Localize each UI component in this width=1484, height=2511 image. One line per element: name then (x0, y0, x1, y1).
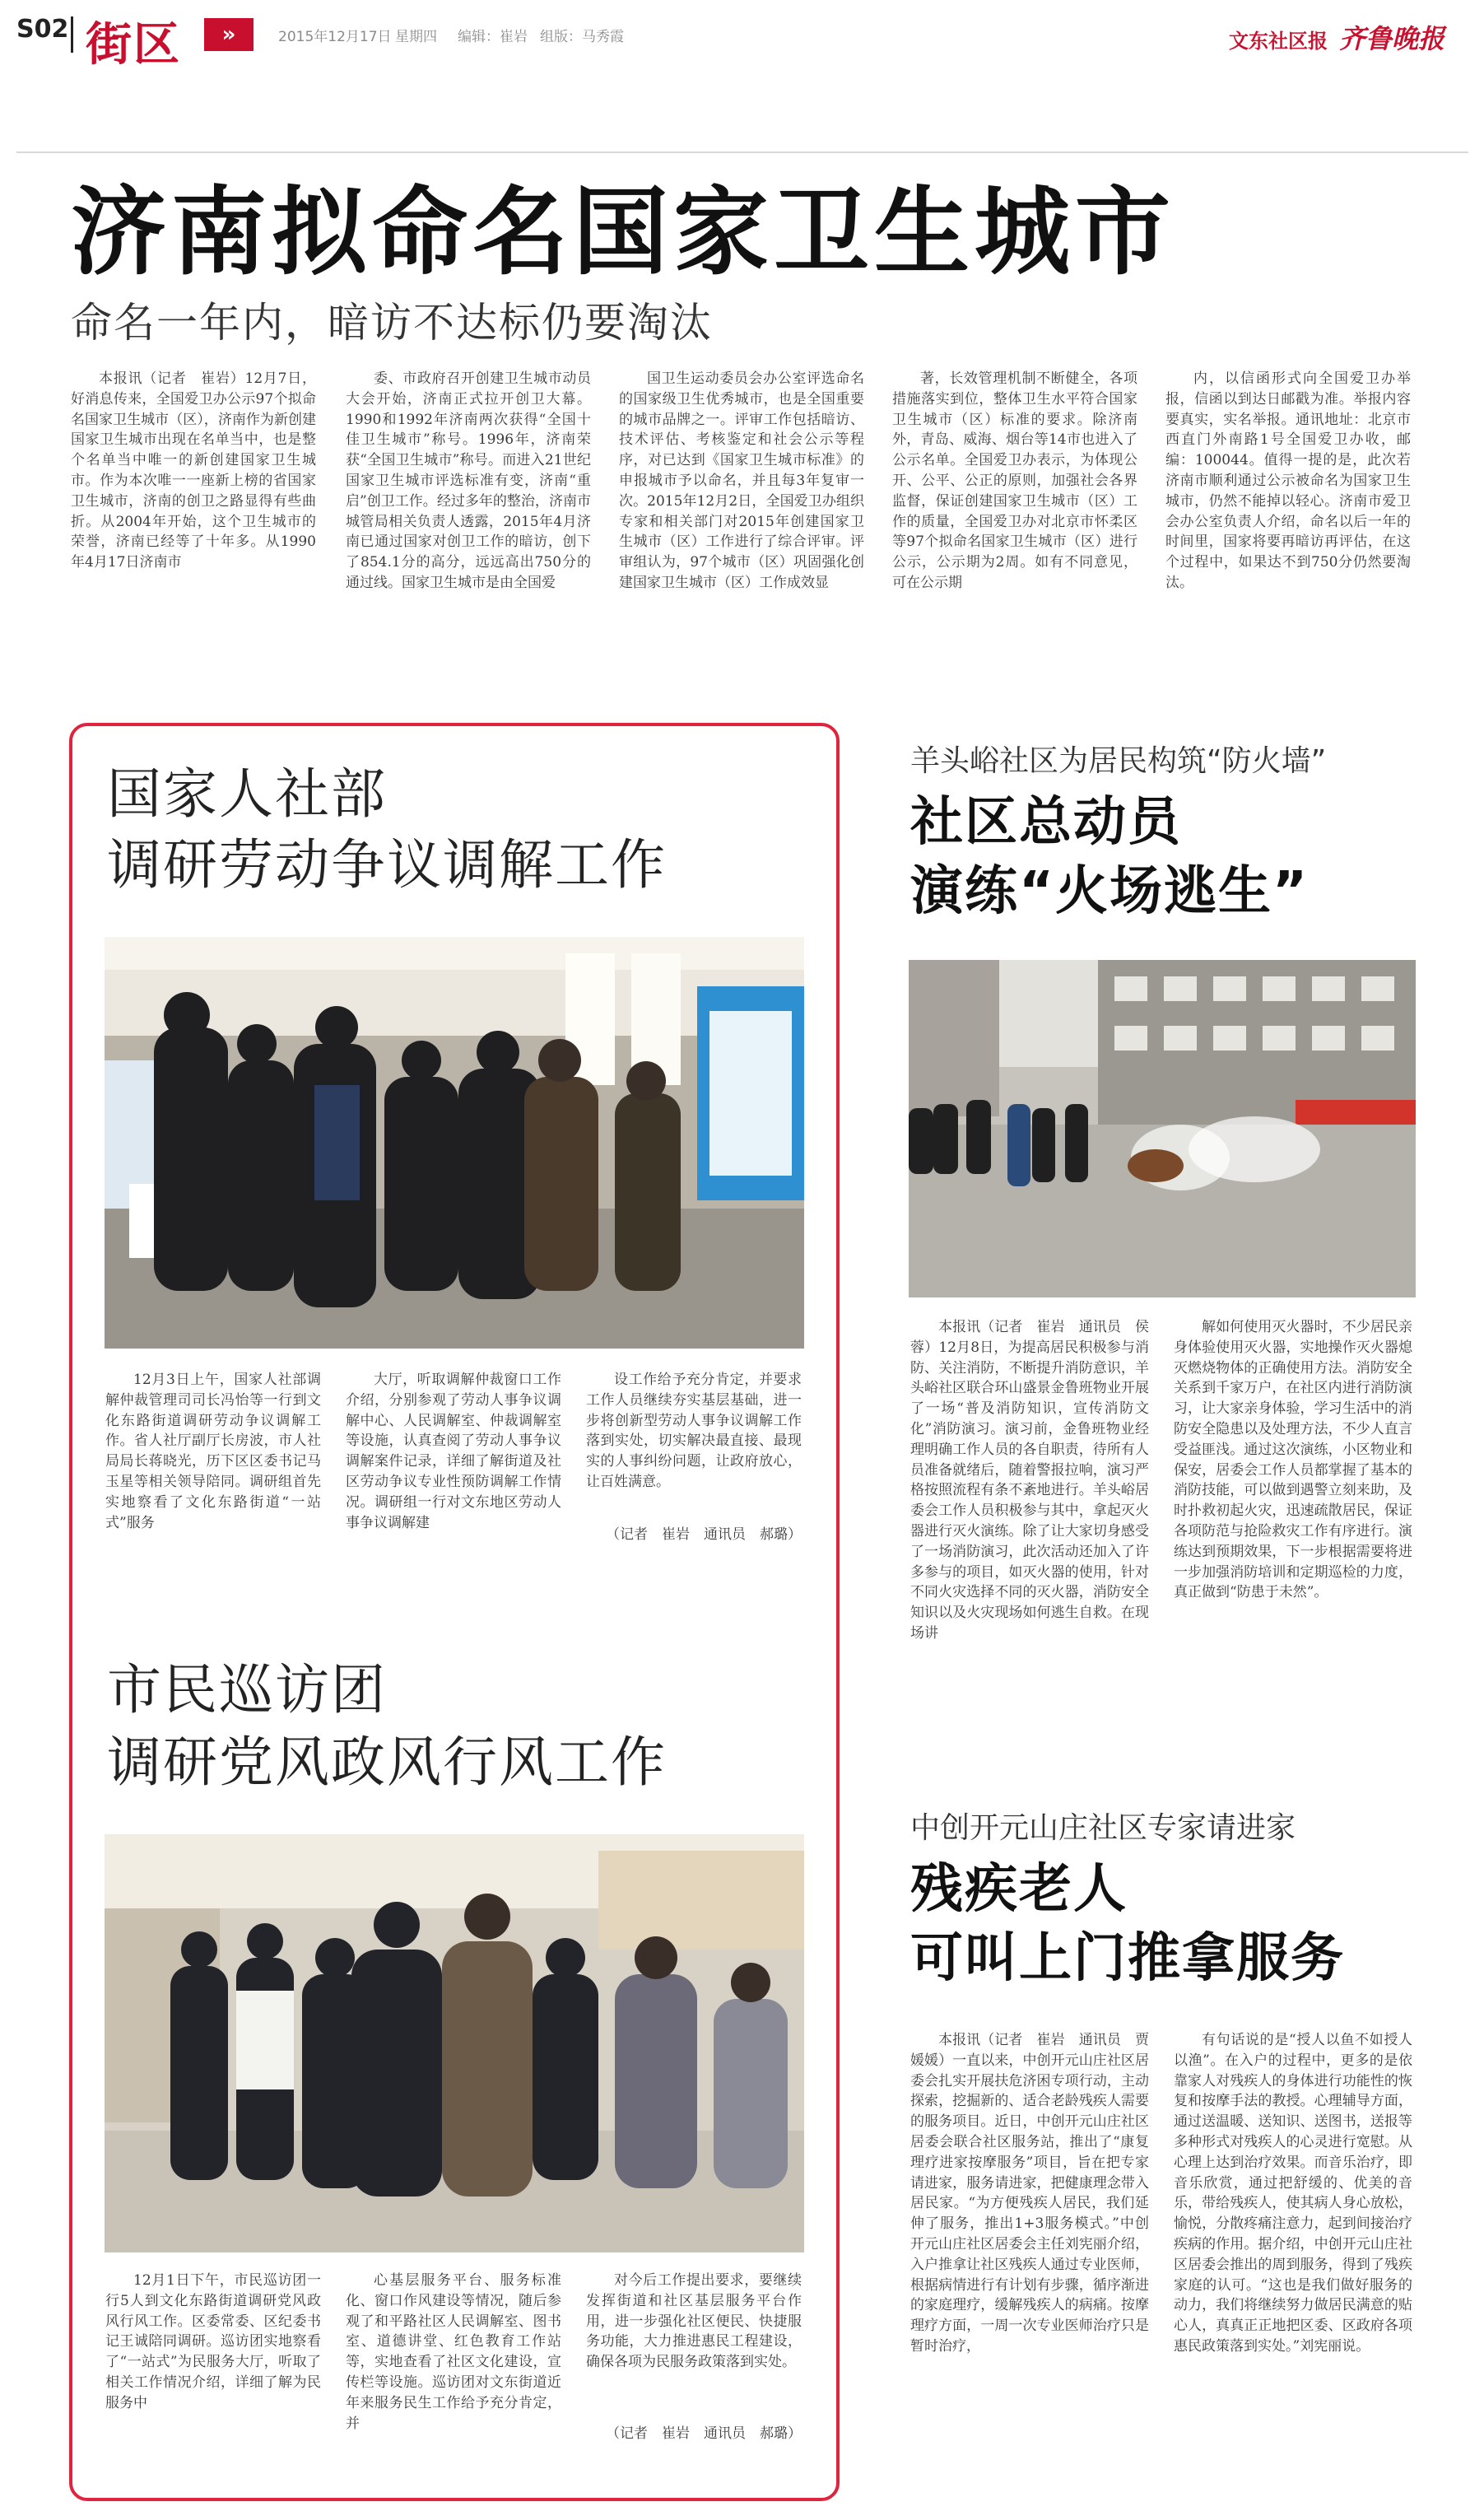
story4-kicker: 中创开元山庄社区专家请进家 (910, 1811, 1296, 1845)
story1-column-3: 设工作给予充分肯定，并要求工作人员继续夯实基层基础，进一步将创新型劳动人事争议调解工作落到实处，切实解决最直接、最现实的人事纠纷问题，让政府放心，让百姓满意。 (586, 1372, 802, 1490)
issue-weekday: 星期四 (395, 29, 437, 45)
story3-title-line2: 演练“火场逃生” (910, 861, 1310, 922)
story2-signature: （记者 崔岩 通讯员 郝璐） (606, 2425, 802, 2442)
issue-date: 2015年12月17日 (278, 29, 392, 45)
layout-credit: 组版：马秀霞 (540, 29, 624, 45)
story3-column-1: 本报讯（记者 崔岩 通讯员 侯蓉）12月8日，为提高居民积极参与消防、关注消防，不断提升消防意识，羊头峪社区联合环山盛景金鲁班物业开展了一场“普及消防知识，宣传消防文化”消防演习。演习前，金鲁班物业经理明确工作人员的各自职责，待所有人员准备就绪后，随着警报拉响，演习严格按照流程有条不紊地进行。羊头峪居委会工作人员积极参与其中，拿起灭火器进行灭火演练。除了让大家切身感受了一场消防演习，此次活动还加入了许多参与的项目，如灭火器的使用，针对不同火灾选择不同的灭火器，消防安全知识以及火灾现场如何逃生自救。在现场讲 (910, 1319, 1149, 1642)
lead-column-3: 国卫生运动委员会办公室评选命名的国家级卫生优秀城市，也是全国重要的城市品牌之一。评审工作包括暗访、技术评估、考核鉴定和社会公示等程序，对已达到《国家卫生城市标准》的申报城市予以命名，并且每3年复审一次。2015年12月2日，全国爱卫办组织专家和相关部门对2015年创建国家卫生城市（区）工作进行了综合评审。评审组认为，97个城市（区）巩固强化创建国家卫生城市（区）工作成效显 (619, 370, 864, 591)
paper-logo: 齐鲁晚报 (1338, 23, 1444, 54)
lead-headline: 济南拟命名国家卫生城市 (71, 177, 1175, 288)
page-number: S02 (16, 15, 69, 44)
lead-column-4: 著，长效管理机制不断健全，各项措施落实到位，整体卫生水平符合国家卫生城市（区）标准的要求。除济南外，青岛、威海、烟台等14市也进入了公示名单。全国爱卫办表示，为体现公开、公平、公正的原则，加强社会各界监督，保证创建国家卫生城市（区）工作的质量，全国爱卫办对北京市怀柔区等97个拟命名国家卫生城市（区）进行公示，公示期为2周。如有不同意见，可在公示期 (892, 370, 1137, 591)
story1-signature: （记者 崔岩 通讯员 郝璐） (606, 1526, 802, 1543)
story1-column-2: 大厅，听取调解仲裁窗口工作介绍，分别参观了劳动人事争议调解中心、人民调解室、仲裁调解室等设施，认真查阅了劳动人事争议调解案件记录，详细了解街道及社区劳动争议专业性预防调解工作情况。调研组一行对文东地区劳动人事争议调解建 (346, 1372, 561, 1531)
edition-name: 文东社区报 (1228, 30, 1328, 53)
story2-title-line1: 市民巡访团 (107, 1658, 387, 1721)
story2-column-1: 12月1日下午，市民巡访团一行5人到文化东路街道调研党风政风行风工作。区委常委、区纪委书记王诚陪同调研。巡访团实地察看了“一站式”为民服务大厅，听取了相关工作情况介绍，详细了解为民服务中 (105, 2272, 321, 2411)
lead-column-2: 委、市政府召开创建卫生城市动员大会开始，济南正式拉开创卫大幕。1990和1992年济南两次获得“全国十佳卫生城市”称号。1996年，济南荣获“全国卫生城市”称号。而进入21世纪国家卫生城市评选标准有变，济南“重启”创卫工作。经过多年的整治，济南市城管局相关负责人透露，2015年4月济南已通过国家对创卫工作的暗访，创下了854.1分的高分，远远高出750分的通过线。国家卫生城市是由全国爱 (346, 370, 591, 591)
lead-column-1: 本报讯（记者 崔岩）12月7日，好消息传来，全国爱卫办公示97个拟命名国家卫生城市（区），济南作为新创建国家卫生城市出现在名单当中，也是整个名单当中唯一的新创建国家卫生城市。作为本次唯一一座新上榜的省国家卫生城市，济南的创卫之路显得有些曲折。从2004年开始，这个卫生城市的荣誉，济南已经等了十年多。从1990年4月17日济南市 (71, 370, 316, 571)
story4-column-1: 本报讯（记者 崔岩 通讯员 贾媛媛）一直以来，中创开元山庄社区居委会扎实开展扶危济困专项行动，主动探索，挖掘新的、适合老龄残疾人需要的服务项目。近日，中创开元山庄社区居委会联合社区服务站，推出了“康复理疗进家按摩服务”项目，旨在把专家请进家，服务请进家，把健康理念带入居民家。“为方便残疾人居民，我们延伸了服务，推出1+3服务模式。”中创开元山庄社区居委会主任刘宪丽介绍，入户推拿让社区残疾人通过专业医师，根据病情进行有计划有步骤，循序渐进的家庭理疗，缓解残疾人的病痛。按摩理疗方面，一周一次专业医师治疗只是暂时治疗， (910, 2032, 1149, 2355)
story1-photo (105, 937, 804, 1349)
section-title: 街区 (86, 18, 181, 72)
masthead (1229, 18, 1444, 56)
section-arrow-icon: » (204, 18, 254, 51)
header-divider (71, 16, 73, 53)
editor-credit: 编辑：崔岩 (458, 29, 528, 45)
story3-kicker: 羊头峪社区为居民构筑“防火墙” (910, 744, 1327, 778)
story3-column-2: 解如何使用灭火器时，不少居民亲身体验使用灭火器，实地操作灭火器熄灭燃烧物体的正确使用方法。消防安全关系到千家万户，在社区内进行消防演习，让大家亲身体验，学习生活中的消防安全隐患以及处理方法，不少人直言受益匪浅。通过这次演练，小区物业和保安，居委会工作人员都掌握了基本的消防技能，可以做到遇警立刻来助，及时扑救初起火灾，迅速疏散居民，保证各项防范与抢险救灾工作有序进行。演练达到预期效果，下一步根据需要将进一步加强消防培训和定期巡检的力度，真正做到“防患于未然”。 (1174, 1319, 1412, 1601)
story2-column-3: 对今后工作提出要求，要继续发挥街道和社区基层服务平台作用，进一步强化社区便民、快捷服务功能，大力推进惠民工程建设，确保各项为民服务政策落到实处。 (586, 2272, 802, 2371)
story1-title-line1: 国家人社部 (107, 762, 387, 826)
story1-column-1: 12月3日上午，国家人社部调解仲裁管理司司长冯怡等一行到文化东路街道调研劳动争议调解工作。省人社厅副厅长房波，市人社局局长蒋晓光，历下区区委书记马玉星等相关领导陪同。调研组首先实地察看了文化东路街道“一站式”服务 (105, 1372, 321, 1531)
lead-subheadline: 命名一年内，暗访不达标仍要淘汰 (71, 299, 713, 347)
story2-photo (105, 1834, 804, 2252)
story4-column-2: 有句话说的是“授人以鱼不如授人以渔”。在入户的过程中，更多的是依靠家人对残疾人的身体进行功能性的恢复和按摩手法的教授。心理辅导方面，通过送温暖、送知识、送图书，送报等多种形式对残疾人的心灵进行宽慰。从心理上达到治疗效果。而音乐治疗，即音乐欣赏，通过把舒缓的、优美的音乐，带给残疾人，使其病人身心放松，愉悦，分散疼痛注意力，起到间接治疗疾病的作用。据介绍，中创开元山庄社区居委会推出的周到服务，得到了残疾家庭的认可。“这也是我们做好服务的动力，我们将继续努力做居民满意的贴心人，真真正正地把区委、区政府各项惠民政策落到实处。”刘宪丽说。 (1174, 2032, 1412, 2355)
story2-title-line2: 调研党风政风行风工作 (107, 1731, 667, 1794)
header-rule (16, 151, 1468, 153)
story2-column-2: 心基层服务平台、服务标准化、窗口作风建设等情况，随后参观了和平路社区人民调解室、图书室、道德讲堂、红色教育工作站等，实地查看了社区文化建设，宣传栏等设施。巡访团对文东街道近年来服务民生工作给予充分肯定，并 (346, 2272, 561, 2432)
story4-title-line2: 可叫上门推拿服务 (910, 1928, 1345, 1989)
story4-title-line1: 残疾老人 (910, 1859, 1128, 1920)
lead-column-5: 内，以信函形式向全国爱卫办举报，信函以到达日邮戳为准。举报内容要真实，实名举报。通讯地址：北京市西直门外南路1号全国爱卫办收，邮编：100044。值得一提的是，此次若济南市顺利通过公示被命名为国家卫生城市，仍然不能掉以轻心。济南市爱卫会办公室负责人介绍，命名以后一年的时间里，国家将要再暗访再评估，在这个过程中，如果达不到750分仍然要淘汰。 (1165, 370, 1411, 591)
story1-title-line2: 调研劳动争议调解工作 (107, 833, 667, 897)
story3-title-line1: 社区总动员 (910, 792, 1182, 853)
story3-photo (909, 960, 1416, 1297)
